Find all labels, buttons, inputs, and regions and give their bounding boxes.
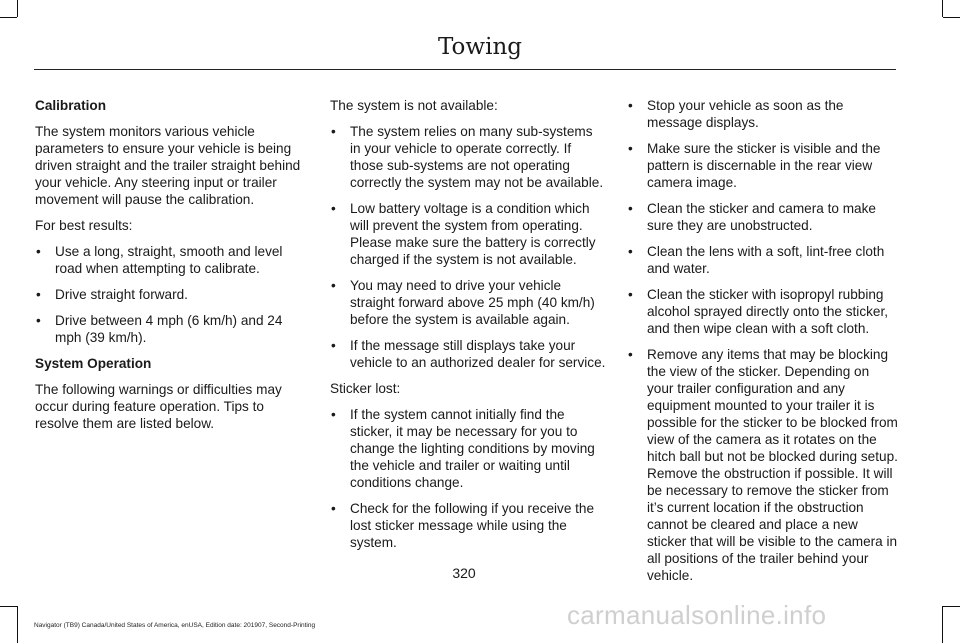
paragraph: The following warnings or difficulties may occur during feature operation. Tips to resolve them are listed below. — [35, 382, 282, 431]
crop-mark-bottom-right-h — [943, 606, 960, 607]
list-item: • Make sure the sticker is visible and the pattern is discernable in the rear view camera image. — [627, 140, 899, 191]
list-item: • Clean the sticker with isopropyl rubbing alcohol sprayed directly onto the sticker, and then wipe clean with a soft cloth. — [627, 286, 899, 337]
section-heading: Calibration — [35, 98, 106, 113]
crop-mark-bottom-right-v — [942, 606, 943, 643]
bullet-list — [35, 243, 307, 346]
bullet-list — [627, 97, 899, 584]
header-rule — [34, 69, 896, 70]
bullet-list — [330, 123, 606, 371]
list-item: • The system relies on many sub-systems in your vehicle to operate correctly. If those sub-systems are not operating correctly the system may not be available. — [330, 123, 606, 191]
list-item: • Remove any items that may be blocking the view of the sticker. Depending on your trailer configuration and any equipment mounted to your trailer it is possible for the sticker to be blocked from view of the camera as it rotates on the hitch ball but not be blocked during setup. Remove the obstruction if possible. It will be necessary to remove the sticker from it’s current location if the obstruction cannot be cleared and place a new sticker that will be visible to the camera in all positions of the trailer behind your vehicle. — [627, 346, 899, 584]
list-item: • If the message still displays take your vehicle to an authorized dealer for service. — [330, 337, 606, 371]
crop-mark-bottom-left-h — [0, 606, 17, 607]
list-item: • You may need to drive your vehicle straight forward above 25 mph (40 km/h) before the system is available again. — [330, 277, 606, 328]
paragraph: Sticker lost: — [330, 381, 401, 396]
list-item: • Low battery voltage is a condition which will prevent the system from operating. Please make sure the battery is correctly charged if the system is not available. — [330, 200, 606, 268]
paragraph: The system is not available: — [330, 98, 498, 113]
list-item: • Stop your vehicle as soon as the message displays. — [627, 97, 899, 131]
crop-mark-top-right-h — [943, 17, 960, 18]
list-item: • Clean the sticker and camera to make sure they are unobstructed. — [627, 200, 899, 234]
list-item: • Drive straight forward. — [35, 286, 307, 303]
crop-mark-top-right-v — [942, 0, 943, 17]
paragraph: The system monitors various vehicle parameters to ensure your vehicle is being driven straight and the trailer straight behind your vehicle. Any steering input or trailer movement will pause the calibration. — [35, 124, 301, 207]
crop-mark-top-left-v — [17, 0, 18, 17]
bullet-list — [330, 406, 606, 551]
list-item: • Use a long, straight, smooth and level road when attempting to calibrate. — [35, 243, 307, 277]
page-number: 320 — [452, 565, 476, 581]
list-item: • Check for the following if you receive the lost sticker message while using the system. — [330, 500, 606, 551]
list-item: • Drive between 4 mph (6 km/h) and 24 mph (39 km/h). — [35, 312, 307, 346]
text-column-middle — [330, 97, 606, 560]
footer-edition-text: Navigator (TB9) Canada/United States of America, enUSA, Edition date: 201907, Second-Printing — [34, 622, 316, 629]
list-item: • Clean the lens with a soft, lint-free cloth and water. — [627, 243, 899, 277]
watermark-logo: carmanualsonline.info — [567, 600, 827, 630]
text-column-left — [35, 97, 307, 441]
crop-mark-bottom-left-v — [17, 606, 18, 643]
list-item: • If the system cannot initially find the sticker, it may be necessary for you to change the lighting conditions by moving the vehicle and trailer or waiting until conditions change. — [330, 406, 606, 491]
section-heading: System Operation — [35, 356, 152, 371]
crop-mark-top-left-h — [0, 17, 17, 18]
text-column-right — [627, 97, 899, 593]
paragraph: For best results: — [35, 218, 133, 233]
page-title: Towing — [438, 34, 522, 60]
